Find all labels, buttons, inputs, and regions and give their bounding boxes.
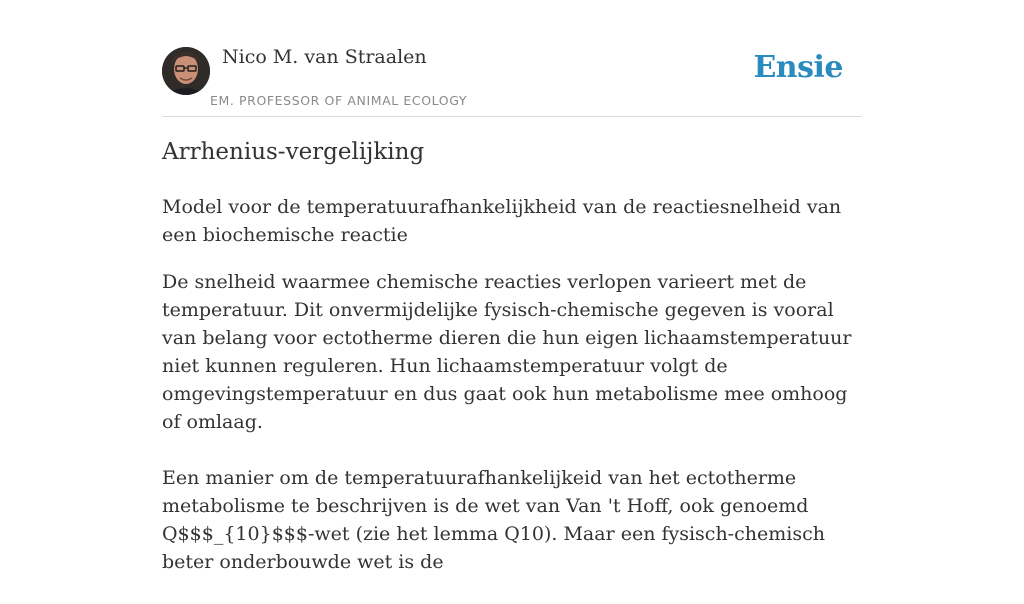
paragraph: De snelheid waarmee chemische reacties verlopen varieert met de temperatuur. Dit onvermijdelijke fysisch-chemische gegeven is vooral van belang voor ectotherme dieren die hun eigen lichaamstemperatuur niet kunnen reguleren. Hun lichaamstemperatuur volgt de omgevingstemperatuur en dus gaat ook hun metabolisme mee omhoog of omlaag. <box>162 271 852 433</box>
author-title: EM. PROFESSOR OF ANIMAL ECOLOGY <box>210 93 468 108</box>
ensie-logo[interactable]: Ensie <box>753 50 843 85</box>
author-photo-icon <box>162 47 210 95</box>
page-container <box>162 0 862 573</box>
lemma-subtitle: Model voor de temperatuurafhankelijkheid van de reactiesnelheid van een biochemische reactie <box>162 196 842 246</box>
avatar[interactable] <box>162 47 210 95</box>
article-body <box>162 268 862 604</box>
author-header <box>162 0 862 117</box>
page-title: Arrhenius-vergelijking <box>162 139 425 165</box>
author-name[interactable]: Nico M. van Straalen <box>222 46 427 68</box>
paragraph: Een manier om de temperatuurafhankelijkeid van het ectotherme metabolisme te beschrijven is de wet van Van 't Hoff, ook genoemd Q$$$_{10}$$$-wet (zie het lemma Q10). Maar een fysisch-chemisch beter onderbouwde wet is de <box>162 467 825 573</box>
